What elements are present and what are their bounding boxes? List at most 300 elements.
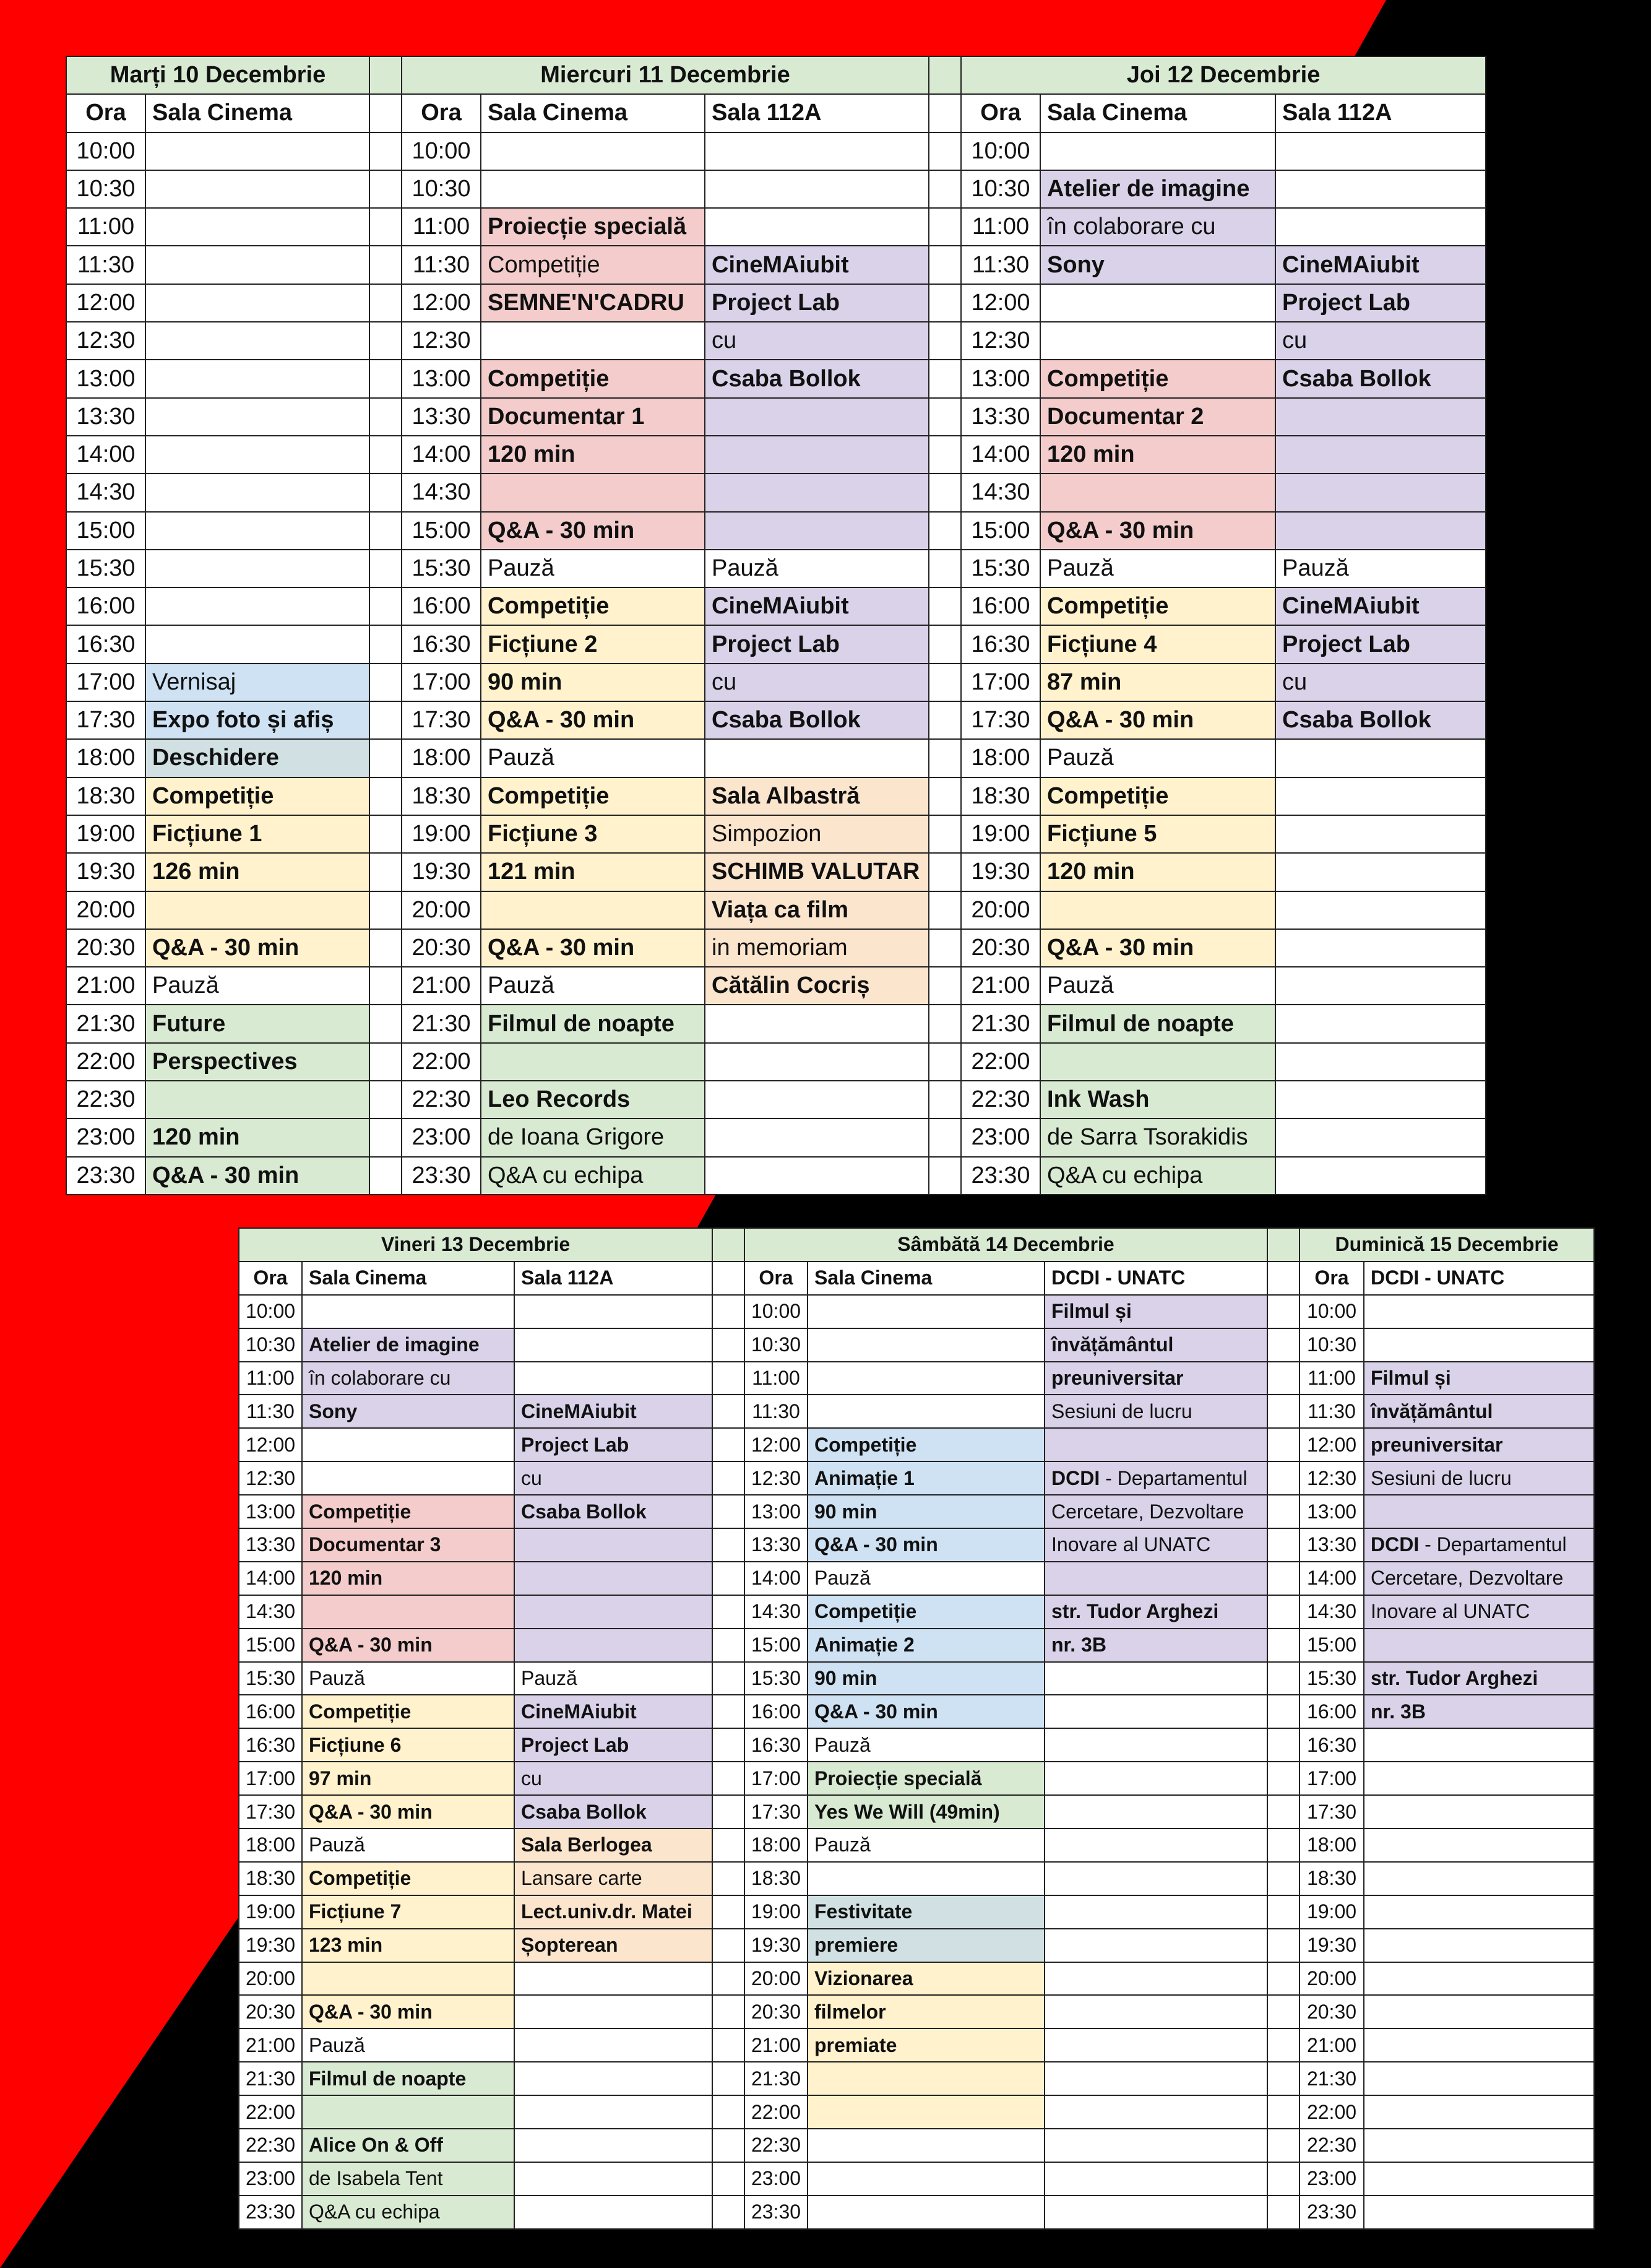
event-cell: SEMNE'N'CADRU — [481, 284, 705, 322]
column-gap — [712, 1295, 744, 1328]
event-cell — [1045, 1662, 1267, 1695]
event-cell: str. Tudor Arghezi — [1364, 1662, 1594, 1695]
event-cell: Filmul și — [1045, 1295, 1267, 1328]
event-cell: cu — [514, 1762, 712, 1795]
time-cell: 15:00 — [239, 1629, 302, 1662]
event-cell — [1275, 512, 1486, 550]
time-column-header: Ora — [961, 94, 1040, 132]
table-row — [66, 550, 1486, 587]
time-cell: 20:30 — [961, 929, 1040, 967]
event-cell — [145, 322, 369, 360]
time-cell: 20:00 — [961, 891, 1040, 929]
column-gap — [369, 132, 402, 170]
time-cell: 17:30 — [1300, 1795, 1364, 1829]
event-cell — [1275, 436, 1486, 474]
table-row — [239, 1495, 1594, 1528]
event-cell — [705, 512, 929, 550]
event-cell: premiere — [808, 1929, 1045, 1962]
time-cell: 22:00 — [961, 1043, 1040, 1081]
column-gap — [712, 1461, 744, 1495]
event-cell — [302, 1428, 514, 1461]
event-cell: Project Lab — [705, 284, 929, 322]
time-cell: 23:30 — [402, 1157, 481, 1195]
event-cell: 126 min — [145, 853, 369, 891]
table-row — [66, 474, 1486, 511]
event-cell: Pauză — [481, 739, 705, 777]
time-cell: 23:30 — [1300, 2196, 1364, 2229]
event-cell: CineMAiubit — [705, 246, 929, 284]
event-cell: cu — [705, 322, 929, 360]
event-cell: 120 min — [1040, 436, 1275, 474]
column-gap — [369, 625, 402, 663]
event-cell — [1275, 132, 1486, 170]
column-gap — [369, 815, 402, 853]
event-cell: Pauză — [514, 1662, 712, 1695]
event-cell: Ficțiune 4 — [1040, 625, 1275, 663]
event-cell — [1045, 1795, 1267, 1829]
column-gap — [712, 1495, 744, 1528]
event-cell: Pauză — [481, 550, 705, 587]
time-cell: 15:00 — [402, 512, 481, 550]
table-row — [66, 1043, 1486, 1081]
event-cell: nr. 3B — [1364, 1695, 1594, 1728]
event-cell: preuniversitar — [1045, 1362, 1267, 1395]
event-cell: preuniversitar — [1364, 1428, 1594, 1461]
table-row — [239, 1962, 1594, 1996]
time-cell: 16:30 — [66, 625, 145, 663]
time-cell: 23:00 — [1300, 2162, 1364, 2196]
event-cell: Pauză — [808, 1728, 1045, 1762]
event-cell — [705, 1119, 929, 1156]
event-cell: în colaborare cu — [1040, 208, 1275, 246]
event-cell — [481, 132, 705, 170]
event-cell — [1364, 1829, 1594, 1862]
column-gap — [1267, 2162, 1300, 2196]
event-cell: Yes We Will (49min) — [808, 1795, 1045, 1829]
event-cell — [705, 208, 929, 246]
time-cell: 11:30 — [744, 1395, 808, 1428]
event-cell: Q&A - 30 min — [302, 1795, 514, 1829]
event-cell: 87 min — [1040, 664, 1275, 701]
column-gap — [1267, 1562, 1300, 1595]
column-gap — [929, 929, 961, 967]
event-cell — [705, 132, 929, 170]
time-cell: 22:00 — [402, 1043, 481, 1081]
day-title: Vineri 13 Decembrie — [239, 1228, 712, 1262]
event-cell — [1364, 1795, 1594, 1829]
time-cell: 11:00 — [66, 208, 145, 246]
column-gap — [1267, 2028, 1300, 2062]
event-cell: Documentar 1 — [481, 398, 705, 436]
event-cell — [481, 1043, 705, 1081]
table-row — [66, 322, 1486, 360]
event-cell — [1275, 1157, 1486, 1195]
time-cell: 15:00 — [744, 1629, 808, 1662]
time-cell: 12:00 — [744, 1428, 808, 1461]
table-row — [239, 1795, 1594, 1829]
schedule-week-1 — [66, 56, 1486, 1195]
time-cell: 19:00 — [961, 815, 1040, 853]
column-gap — [712, 1695, 744, 1728]
time-cell: 17:30 — [402, 701, 481, 739]
table-row — [66, 398, 1486, 436]
column-gap — [929, 777, 961, 815]
event-cell: Ink Wash — [1040, 1081, 1275, 1119]
event-cell — [808, 1395, 1045, 1428]
time-cell: 12:30 — [1300, 1461, 1364, 1495]
time-cell: 21:30 — [961, 1005, 1040, 1042]
event-cell — [808, 2196, 1045, 2229]
time-cell: 13:30 — [66, 398, 145, 436]
table-row — [239, 1328, 1594, 1362]
event-cell: Ficțiune 6 — [302, 1728, 514, 1762]
event-cell — [1364, 1295, 1594, 1328]
time-cell: 11:30 — [239, 1395, 302, 1428]
time-cell: 13:30 — [402, 398, 481, 436]
room-header: DCDI - UNATC — [1045, 1262, 1267, 1295]
event-cell — [1275, 398, 1486, 436]
column-gap — [712, 1962, 744, 1996]
column-gap — [1267, 1929, 1300, 1962]
column-gap — [1267, 1829, 1300, 1862]
column-gap — [929, 398, 961, 436]
time-cell: 21:00 — [961, 967, 1040, 1005]
column-gap — [369, 474, 402, 511]
time-cell: 22:30 — [1300, 2129, 1364, 2162]
time-cell: 10:30 — [402, 170, 481, 208]
column-gap — [1267, 1295, 1300, 1328]
table-row — [66, 1157, 1486, 1195]
column-gap — [1267, 1362, 1300, 1395]
time-cell: 14:30 — [66, 474, 145, 511]
column-gap — [929, 967, 961, 1005]
event-cell: Pauză — [302, 1829, 514, 1862]
time-column-header: Ora — [239, 1262, 302, 1295]
event-cell: nr. 3B — [1045, 1629, 1267, 1662]
event-cell: Pauză — [145, 967, 369, 1005]
event-cell: Q&A cu echipa — [302, 2196, 514, 2229]
time-cell: 12:00 — [1300, 1428, 1364, 1461]
table-row — [239, 2028, 1594, 2062]
time-cell: 15:00 — [961, 512, 1040, 550]
time-cell: 22:30 — [66, 1081, 145, 1119]
time-cell: 14:00 — [402, 436, 481, 474]
event-cell: Pauză — [481, 967, 705, 1005]
column-gap — [929, 664, 961, 701]
table-row — [239, 1728, 1594, 1762]
time-cell: 20:00 — [1300, 1962, 1364, 1996]
time-cell: 18:30 — [1300, 1862, 1364, 1895]
time-cell: 15:30 — [239, 1662, 302, 1695]
event-cell: Competiție — [481, 360, 705, 397]
column-gap — [369, 929, 402, 967]
column-gap — [712, 2129, 744, 2162]
table-row — [66, 208, 1486, 246]
column-gap — [369, 208, 402, 246]
time-cell: 18:30 — [66, 777, 145, 815]
room-header: Sala 112A — [1275, 94, 1486, 132]
time-cell: 19:00 — [744, 1895, 808, 1929]
event-cell — [705, 1081, 929, 1119]
time-cell: 12:00 — [66, 284, 145, 322]
event-cell — [1045, 1562, 1267, 1595]
column-gap — [1267, 1795, 1300, 1829]
event-cell — [1045, 1962, 1267, 1996]
time-cell: 13:00 — [961, 360, 1040, 397]
time-cell: 14:30 — [744, 1595, 808, 1629]
time-cell: 11:30 — [1300, 1395, 1364, 1428]
time-cell: 21:30 — [1300, 2062, 1364, 2095]
time-cell: 18:00 — [1300, 1829, 1364, 1862]
column-gap — [369, 398, 402, 436]
column-gap — [1267, 1762, 1300, 1795]
time-cell: 14:30 — [239, 1595, 302, 1629]
event-cell: învățământul — [1364, 1395, 1594, 1428]
column-gap — [1267, 1395, 1300, 1428]
event-cell — [1364, 2062, 1594, 2095]
event-cell: Competiție — [808, 1595, 1045, 1629]
time-cell: 20:00 — [239, 1962, 302, 1996]
time-cell: 16:00 — [402, 587, 481, 625]
column-gap — [369, 94, 402, 132]
time-cell: 21:00 — [66, 967, 145, 1005]
event-cell: Ficțiune 7 — [302, 1895, 514, 1929]
event-cell — [808, 2062, 1045, 2095]
time-cell: 10:30 — [744, 1328, 808, 1362]
event-cell — [808, 1362, 1045, 1395]
time-cell: 11:00 — [239, 1362, 302, 1395]
room-header: Sala 112A — [705, 94, 929, 132]
event-cell: Competiție — [1040, 587, 1275, 625]
column-gap — [712, 1829, 744, 1862]
column-gap — [369, 739, 402, 777]
table-row — [66, 512, 1486, 550]
table-row — [66, 625, 1486, 663]
time-column-header: Ora — [744, 1262, 808, 1295]
time-cell: 19:30 — [744, 1929, 808, 1962]
event-cell: Q&A - 30 min — [1040, 929, 1275, 967]
time-cell: 10:30 — [66, 170, 145, 208]
column-gap — [929, 436, 961, 474]
event-cell: Csaba Bollok — [1275, 701, 1486, 739]
event-cell: Pauză — [1040, 739, 1275, 777]
dcdi-rest: - Departamentul — [1419, 1533, 1567, 1556]
column-gap — [369, 1043, 402, 1081]
time-cell: 18:00 — [239, 1829, 302, 1862]
event-cell: Pauză — [1040, 550, 1275, 587]
event-cell — [514, 1328, 712, 1362]
time-cell: 16:30 — [239, 1728, 302, 1762]
time-cell: 16:00 — [744, 1695, 808, 1728]
event-cell: Pauză — [1040, 967, 1275, 1005]
event-cell: Perspectives — [145, 1043, 369, 1081]
table-row — [239, 1395, 1594, 1428]
table-row — [239, 1461, 1594, 1495]
event-cell: Animație 2 — [808, 1629, 1045, 1662]
event-cell: Q&A - 30 min — [1040, 701, 1275, 739]
time-cell: 15:30 — [402, 550, 481, 587]
column-gap — [712, 1895, 744, 1929]
column-gap — [1267, 1862, 1300, 1895]
time-cell: 12:00 — [961, 284, 1040, 322]
column-gap — [929, 322, 961, 360]
table-row — [239, 1295, 1594, 1328]
time-cell: 17:00 — [961, 664, 1040, 701]
event-cell — [145, 474, 369, 511]
dcdi-abbrev: DCDI — [1371, 1533, 1420, 1556]
event-cell — [808, 1295, 1045, 1328]
column-gap — [929, 474, 961, 511]
event-cell — [705, 436, 929, 474]
event-cell: Inovare al UNATC — [1045, 1528, 1267, 1562]
event-cell — [705, 398, 929, 436]
table-row — [66, 853, 1486, 891]
column-gap — [369, 1081, 402, 1119]
room-header: Sala Cinema — [808, 1262, 1045, 1295]
event-cell: CineMAiubit — [1275, 246, 1486, 284]
schedule-week-2 — [238, 1227, 1595, 2230]
event-cell — [481, 891, 705, 929]
event-cell: Filmul de noapte — [302, 2062, 514, 2095]
time-cell: 19:00 — [1300, 1895, 1364, 1929]
day-title: Duminică 15 Decembrie — [1300, 1228, 1594, 1262]
column-gap — [1267, 1629, 1300, 1662]
table-row — [66, 929, 1486, 967]
column-gap — [712, 1228, 744, 1262]
column-gap — [1267, 1662, 1300, 1695]
event-cell: Competiție — [481, 246, 705, 284]
event-cell — [145, 1081, 369, 1119]
event-cell: Șopterean — [514, 1929, 712, 1962]
column-gap — [712, 1662, 744, 1695]
event-cell: Q&A - 30 min — [145, 1157, 369, 1195]
time-cell: 15:30 — [66, 550, 145, 587]
event-cell: 123 min — [302, 1929, 514, 1962]
event-cell — [481, 170, 705, 208]
room-header: Sala Cinema — [302, 1262, 514, 1295]
event-cell — [808, 2095, 1045, 2129]
time-cell: 17:30 — [961, 701, 1040, 739]
time-cell: 19:30 — [961, 853, 1040, 891]
event-cell — [145, 246, 369, 284]
event-cell — [1275, 777, 1486, 815]
time-cell: 20:30 — [239, 1995, 302, 2028]
time-cell: 11:00 — [961, 208, 1040, 246]
column-gap — [1267, 1262, 1300, 1295]
event-cell — [705, 170, 929, 208]
event-cell: Q&A - 30 min — [808, 1528, 1045, 1562]
column-gap — [712, 2028, 744, 2062]
column-gap — [929, 56, 961, 94]
column-gap — [1267, 1995, 1300, 2028]
column-gap — [712, 1929, 744, 1962]
column-gap — [929, 587, 961, 625]
time-column-header: Ora — [1300, 1262, 1364, 1295]
column-gap — [712, 1762, 744, 1795]
time-cell: 23:00 — [402, 1119, 481, 1156]
table-row — [66, 777, 1486, 815]
time-cell: 15:30 — [961, 550, 1040, 587]
time-cell: 19:30 — [66, 853, 145, 891]
time-cell: 17:00 — [402, 664, 481, 701]
time-cell: 17:30 — [239, 1795, 302, 1829]
column-gap — [712, 2095, 744, 2129]
time-cell: 14:00 — [239, 1562, 302, 1595]
event-cell — [1045, 1929, 1267, 1962]
time-cell: 23:30 — [239, 2196, 302, 2229]
column-gap — [1267, 1962, 1300, 1996]
column-gap — [369, 891, 402, 929]
event-cell — [1275, 1081, 1486, 1119]
event-cell — [1040, 322, 1275, 360]
event-cell: Filmul și — [1364, 1362, 1594, 1395]
event-cell: Project Lab — [705, 625, 929, 663]
event-cell: Competiție — [145, 777, 369, 815]
event-cell: Q&A - 30 min — [481, 701, 705, 739]
time-cell: 22:00 — [744, 2095, 808, 2129]
time-cell: 16:00 — [239, 1695, 302, 1728]
time-column-header: Ora — [402, 94, 481, 132]
column-gap — [1267, 1495, 1300, 1528]
event-cell — [1364, 2162, 1594, 2196]
time-cell: 20:00 — [402, 891, 481, 929]
event-cell: Sesiuni de lucru — [1045, 1395, 1267, 1428]
event-cell: Leo Records — [481, 1081, 705, 1119]
event-cell — [705, 1043, 929, 1081]
time-cell: 10:00 — [402, 132, 481, 170]
time-cell: 23:00 — [66, 1119, 145, 1156]
table-row — [239, 2095, 1594, 2129]
table-row — [239, 1762, 1594, 1795]
room-header: Sala 112A — [514, 1262, 712, 1295]
column-gap — [929, 1043, 961, 1081]
event-cell — [514, 1962, 712, 1996]
day-title: Sâmbătă 14 Decembrie — [744, 1228, 1267, 1262]
event-cell: Project Lab — [514, 1728, 712, 1762]
time-cell: 10:00 — [744, 1295, 808, 1328]
table-row — [66, 587, 1486, 625]
time-cell: 18:00 — [744, 1829, 808, 1862]
event-cell: Vernisaj — [145, 664, 369, 701]
event-cell — [1275, 474, 1486, 511]
event-cell: de Isabela Tent — [302, 2162, 514, 2196]
time-cell: 11:30 — [961, 246, 1040, 284]
table-row — [239, 1995, 1594, 2028]
column-gap — [369, 284, 402, 322]
event-cell — [1364, 2196, 1594, 2229]
table-row — [66, 815, 1486, 853]
column-gap — [369, 701, 402, 739]
event-cell — [1045, 1995, 1267, 2028]
table-row — [239, 1562, 1594, 1595]
time-cell: 14:00 — [744, 1562, 808, 1595]
time-cell: 10:00 — [239, 1295, 302, 1328]
event-cell — [1045, 1461, 1267, 1495]
event-cell — [302, 1295, 514, 1328]
table-row — [239, 1428, 1594, 1461]
event-cell: de Sarra Tsorakidis — [1040, 1119, 1275, 1156]
column-gap — [1267, 1428, 1300, 1461]
event-cell: Pauză — [1275, 550, 1486, 587]
column-gap — [712, 1262, 744, 1295]
time-cell: 16:00 — [1300, 1695, 1364, 1728]
column-gap — [929, 246, 961, 284]
time-cell: 10:00 — [66, 132, 145, 170]
event-cell — [1364, 1495, 1594, 1528]
event-cell — [514, 2196, 712, 2229]
event-cell — [514, 1528, 712, 1562]
time-column-header: Ora — [66, 94, 145, 132]
